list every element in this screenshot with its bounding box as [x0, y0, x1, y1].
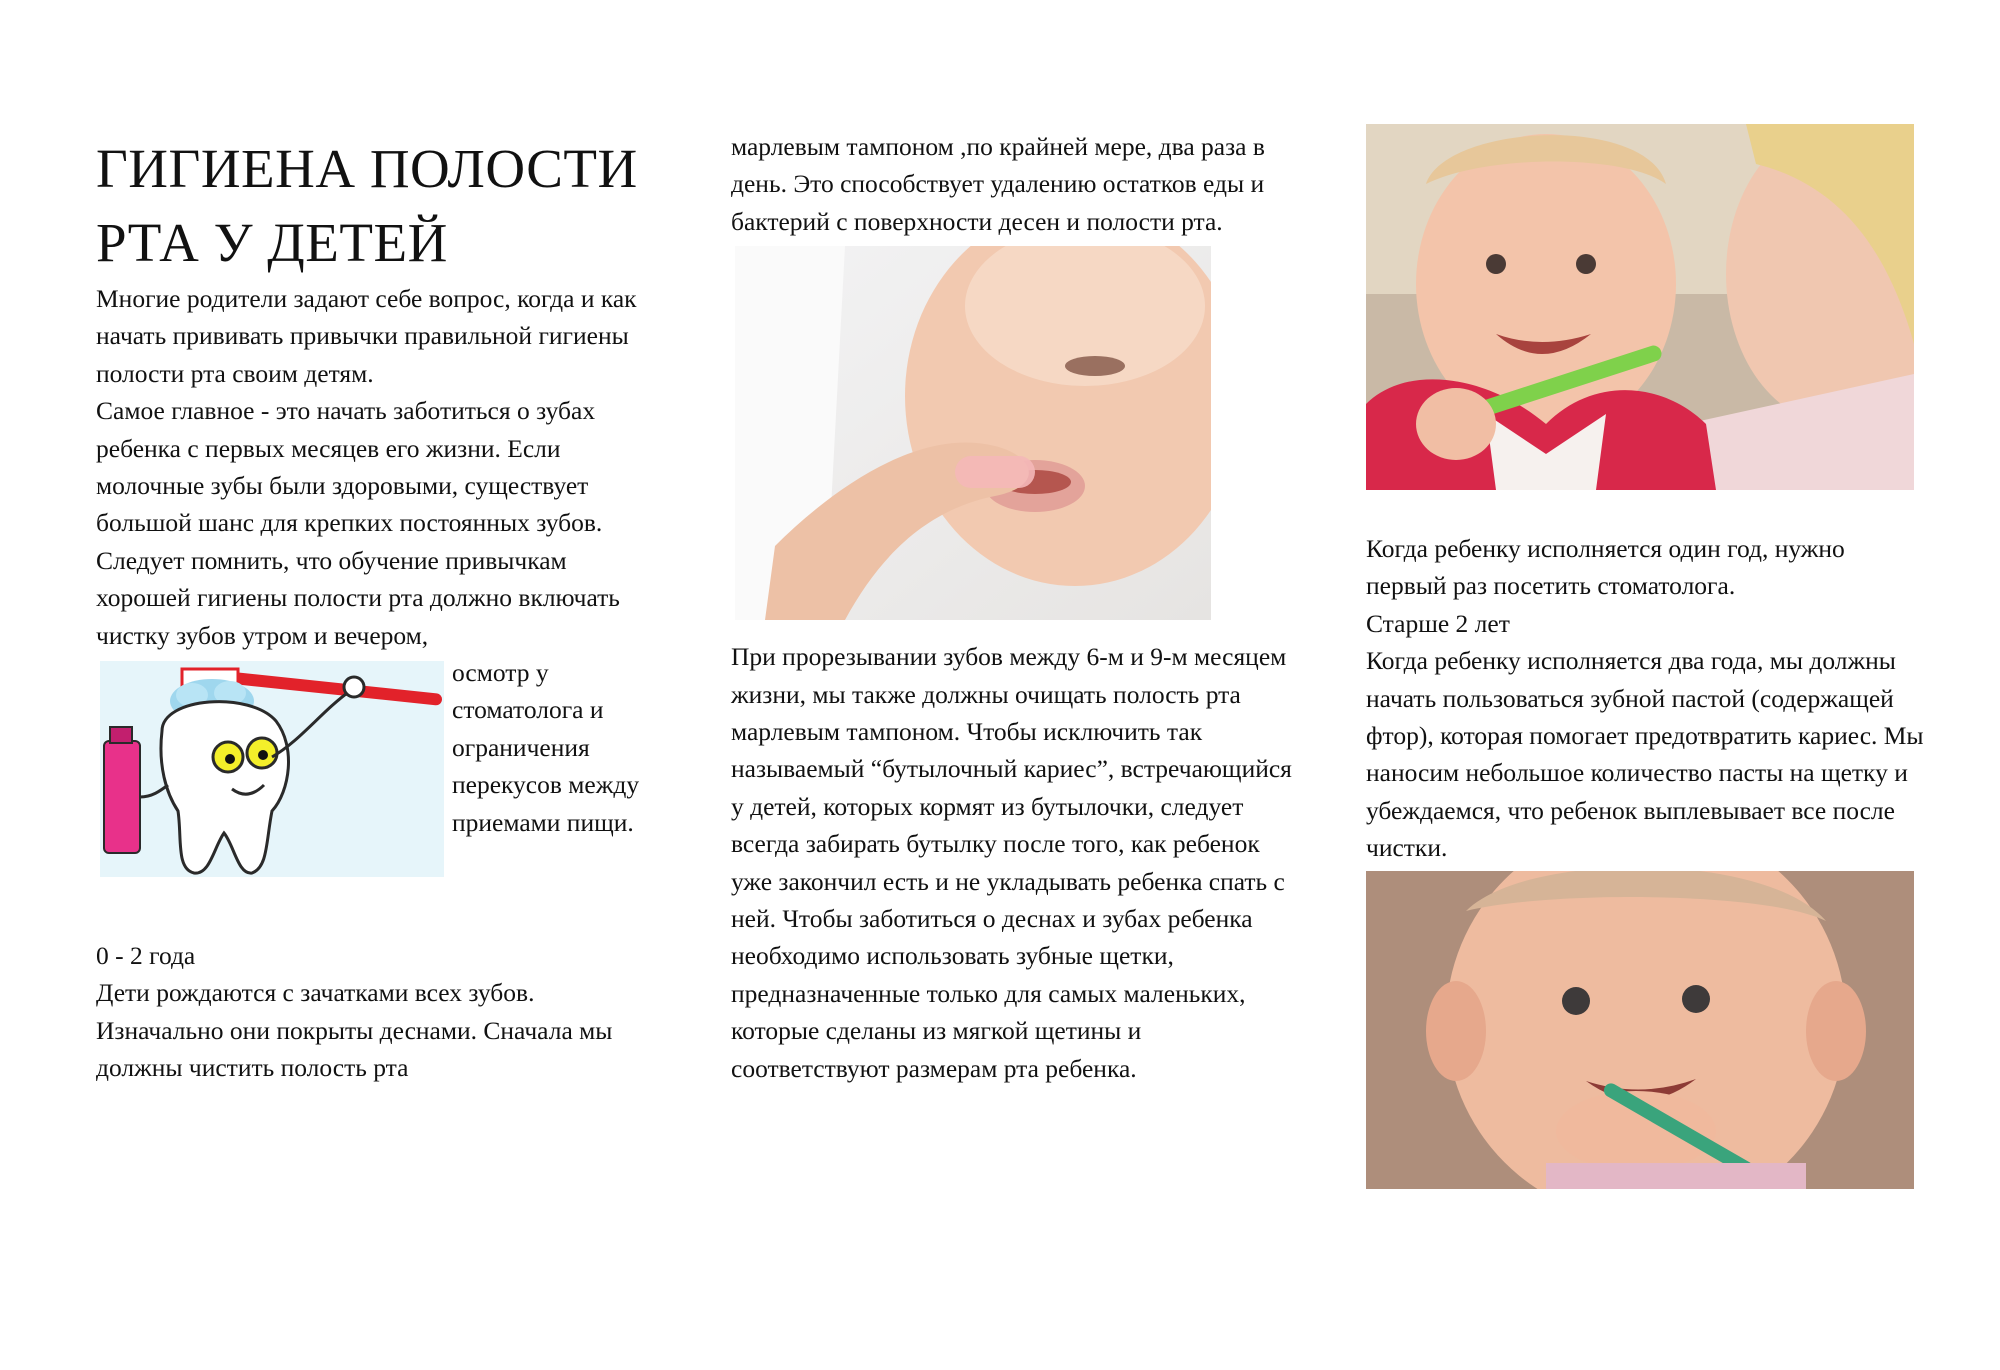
column-left: [96, 132, 656, 1087]
age-heading-2-plus: Старше 2 лет: [1366, 608, 1510, 638]
baby-toothbrush-photo: [1366, 871, 1914, 1189]
tooth-cartoon-icon: [100, 661, 444, 877]
main-paragraph-start: Самое главное - это начать заботиться о зубах ребенка с первых месяцев его жизни. Если молочные зубы были здоровыми, существует большой шанс для крепких постоянных зубов. Следует помнить, что обучение привычкам хорошей гигиены полости рта должно включать чистку зубов утром и вечером,: [96, 396, 620, 650]
finger-brush-photo: [735, 246, 1211, 620]
column-middle: [731, 128, 1301, 1087]
age-paragraph-0-2: Дети рождаются с зачатками всех зубов. Изначально они покрыты деснами. Сначала мы должны чистить полость рта: [96, 978, 613, 1083]
intro-paragraph: Многие родители задают себе вопрос, когда и как начать прививать привычки правильной гигиены полости рта своим детям.: [96, 284, 637, 388]
mother-baby-photo: [1366, 124, 1914, 490]
column-right: [1366, 124, 1926, 1189]
one-year-paragraph: Когда ребенку исполняется один год, нужно первый раз посетить стоматолога.: [1366, 534, 1845, 601]
continued-paragraph: марлевым тампоном ,по крайней мере, два раза в день. Это способствует удалению остатков еды и бактерий с поверхности десен и полости рта.: [731, 132, 1265, 236]
age-heading-0-2: 0 - 2 года: [96, 941, 196, 971]
page-title: ГИГИЕНА ПОЛОСТИ РТА У ДЕТЕЙ: [96, 138, 638, 273]
two-years-paragraph: Когда ребенку исполняется два года, мы должны начать пользоваться зубной пастой (содержащей фтор), которая помогает предотвратить кариес. Мы наносим небольшое количество пасты на щетку и убеждаемся, что ребенок выплевывает все после чистки.: [1366, 646, 1924, 863]
teething-paragraph: При прорезывании зубов между 6-м и 9-м месяцем жизни, мы также должны очищать полость рта марлевым тампоном. Чтобы исключить так называемый “бутылочный кариес”, встречающийся у детей, которых кормят из бутылочки, следует всегда забирать бутылку после того, как ребенок уже закончил есть и не укладывать ребенка спать с ней. Чтобы заботиться о деснах и зубах ребенка необходимо использовать зубные щетки, предназначенные только для самых маленьких, которые сделаны из мягкой щетины и соответствуют размерам рта ребенка.: [731, 642, 1292, 1083]
main-paragraph-end: осмотр у стоматолога и ограничения перекусов между приемами пищи.: [452, 658, 640, 837]
